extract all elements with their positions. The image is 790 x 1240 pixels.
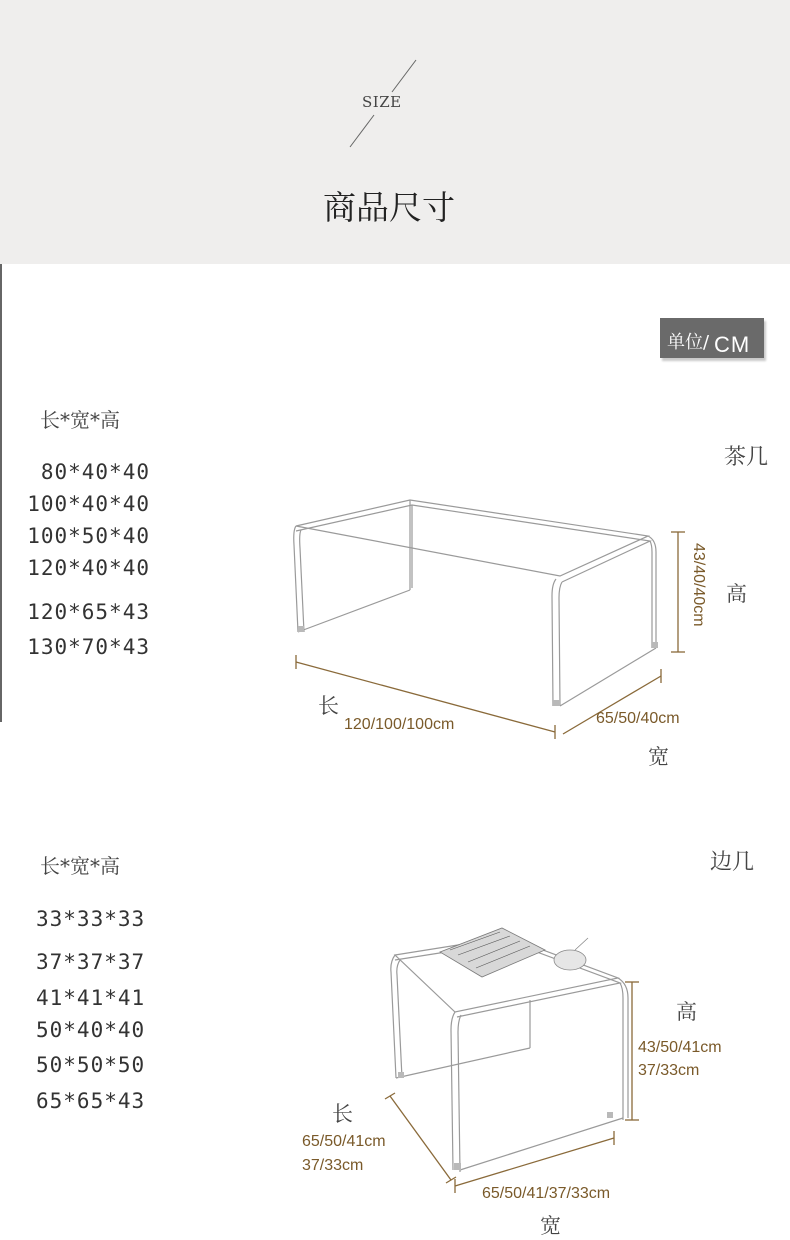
coffee-length-value: 120/100/100cm [344,716,455,733]
coffee-size-row: 80*40*40 [40,460,150,484]
unit-value: CM [714,332,751,357]
side-width-value: 65/50/41/37/33cm [482,1185,611,1202]
coffee-size-row: 120*40*40 [27,556,150,580]
side-size-row: 50*40*40 [36,1018,146,1042]
side-length-value-2: 37/33cm [302,1157,364,1174]
side-table-name: 边几 [710,850,755,875]
side-size-row: 41*41*41 [36,986,146,1010]
coffee-size-row: 100*50*40 [27,524,150,548]
unit-label: 单位/ [667,332,710,353]
coffee-size-row: 130*70*43 [27,635,150,659]
coffee-height-value: 43/40/40cm [690,543,707,627]
side-size-row: 33*33*33 [36,907,146,931]
side-length-label: 长 [332,1102,353,1126]
side-height-value-1: 43/50/41cm [638,1039,722,1056]
side-width-label: 宽 [540,1214,561,1238]
coffee-height-label: 高 [726,582,747,606]
coffee-table-name: 茶几 [724,445,769,470]
coffee-dims-header: 长*宽*高 [40,408,120,432]
side-size-row: 50*50*50 [36,1053,146,1077]
coffee-width-label: 宽 [648,745,669,769]
side-size-row: 37*37*37 [36,950,146,974]
coffee-width-value: 65/50/40cm [596,710,680,727]
coffee-size-row: 120*65*43 [27,600,150,624]
coffee-length-label: 长 [318,694,339,718]
side-length-value-1: 65/50/41cm [302,1133,386,1150]
size-label: SIZE [362,93,402,111]
page-title: 商品尺寸 [323,188,455,227]
side-dims-header: 长*宽*高 [40,854,120,878]
side-size-row: 65*65*43 [36,1089,146,1113]
side-height-label: 高 [676,1000,697,1024]
side-height-value-2: 37/33cm [638,1062,700,1079]
coffee-size-row: 100*40*40 [27,492,150,516]
